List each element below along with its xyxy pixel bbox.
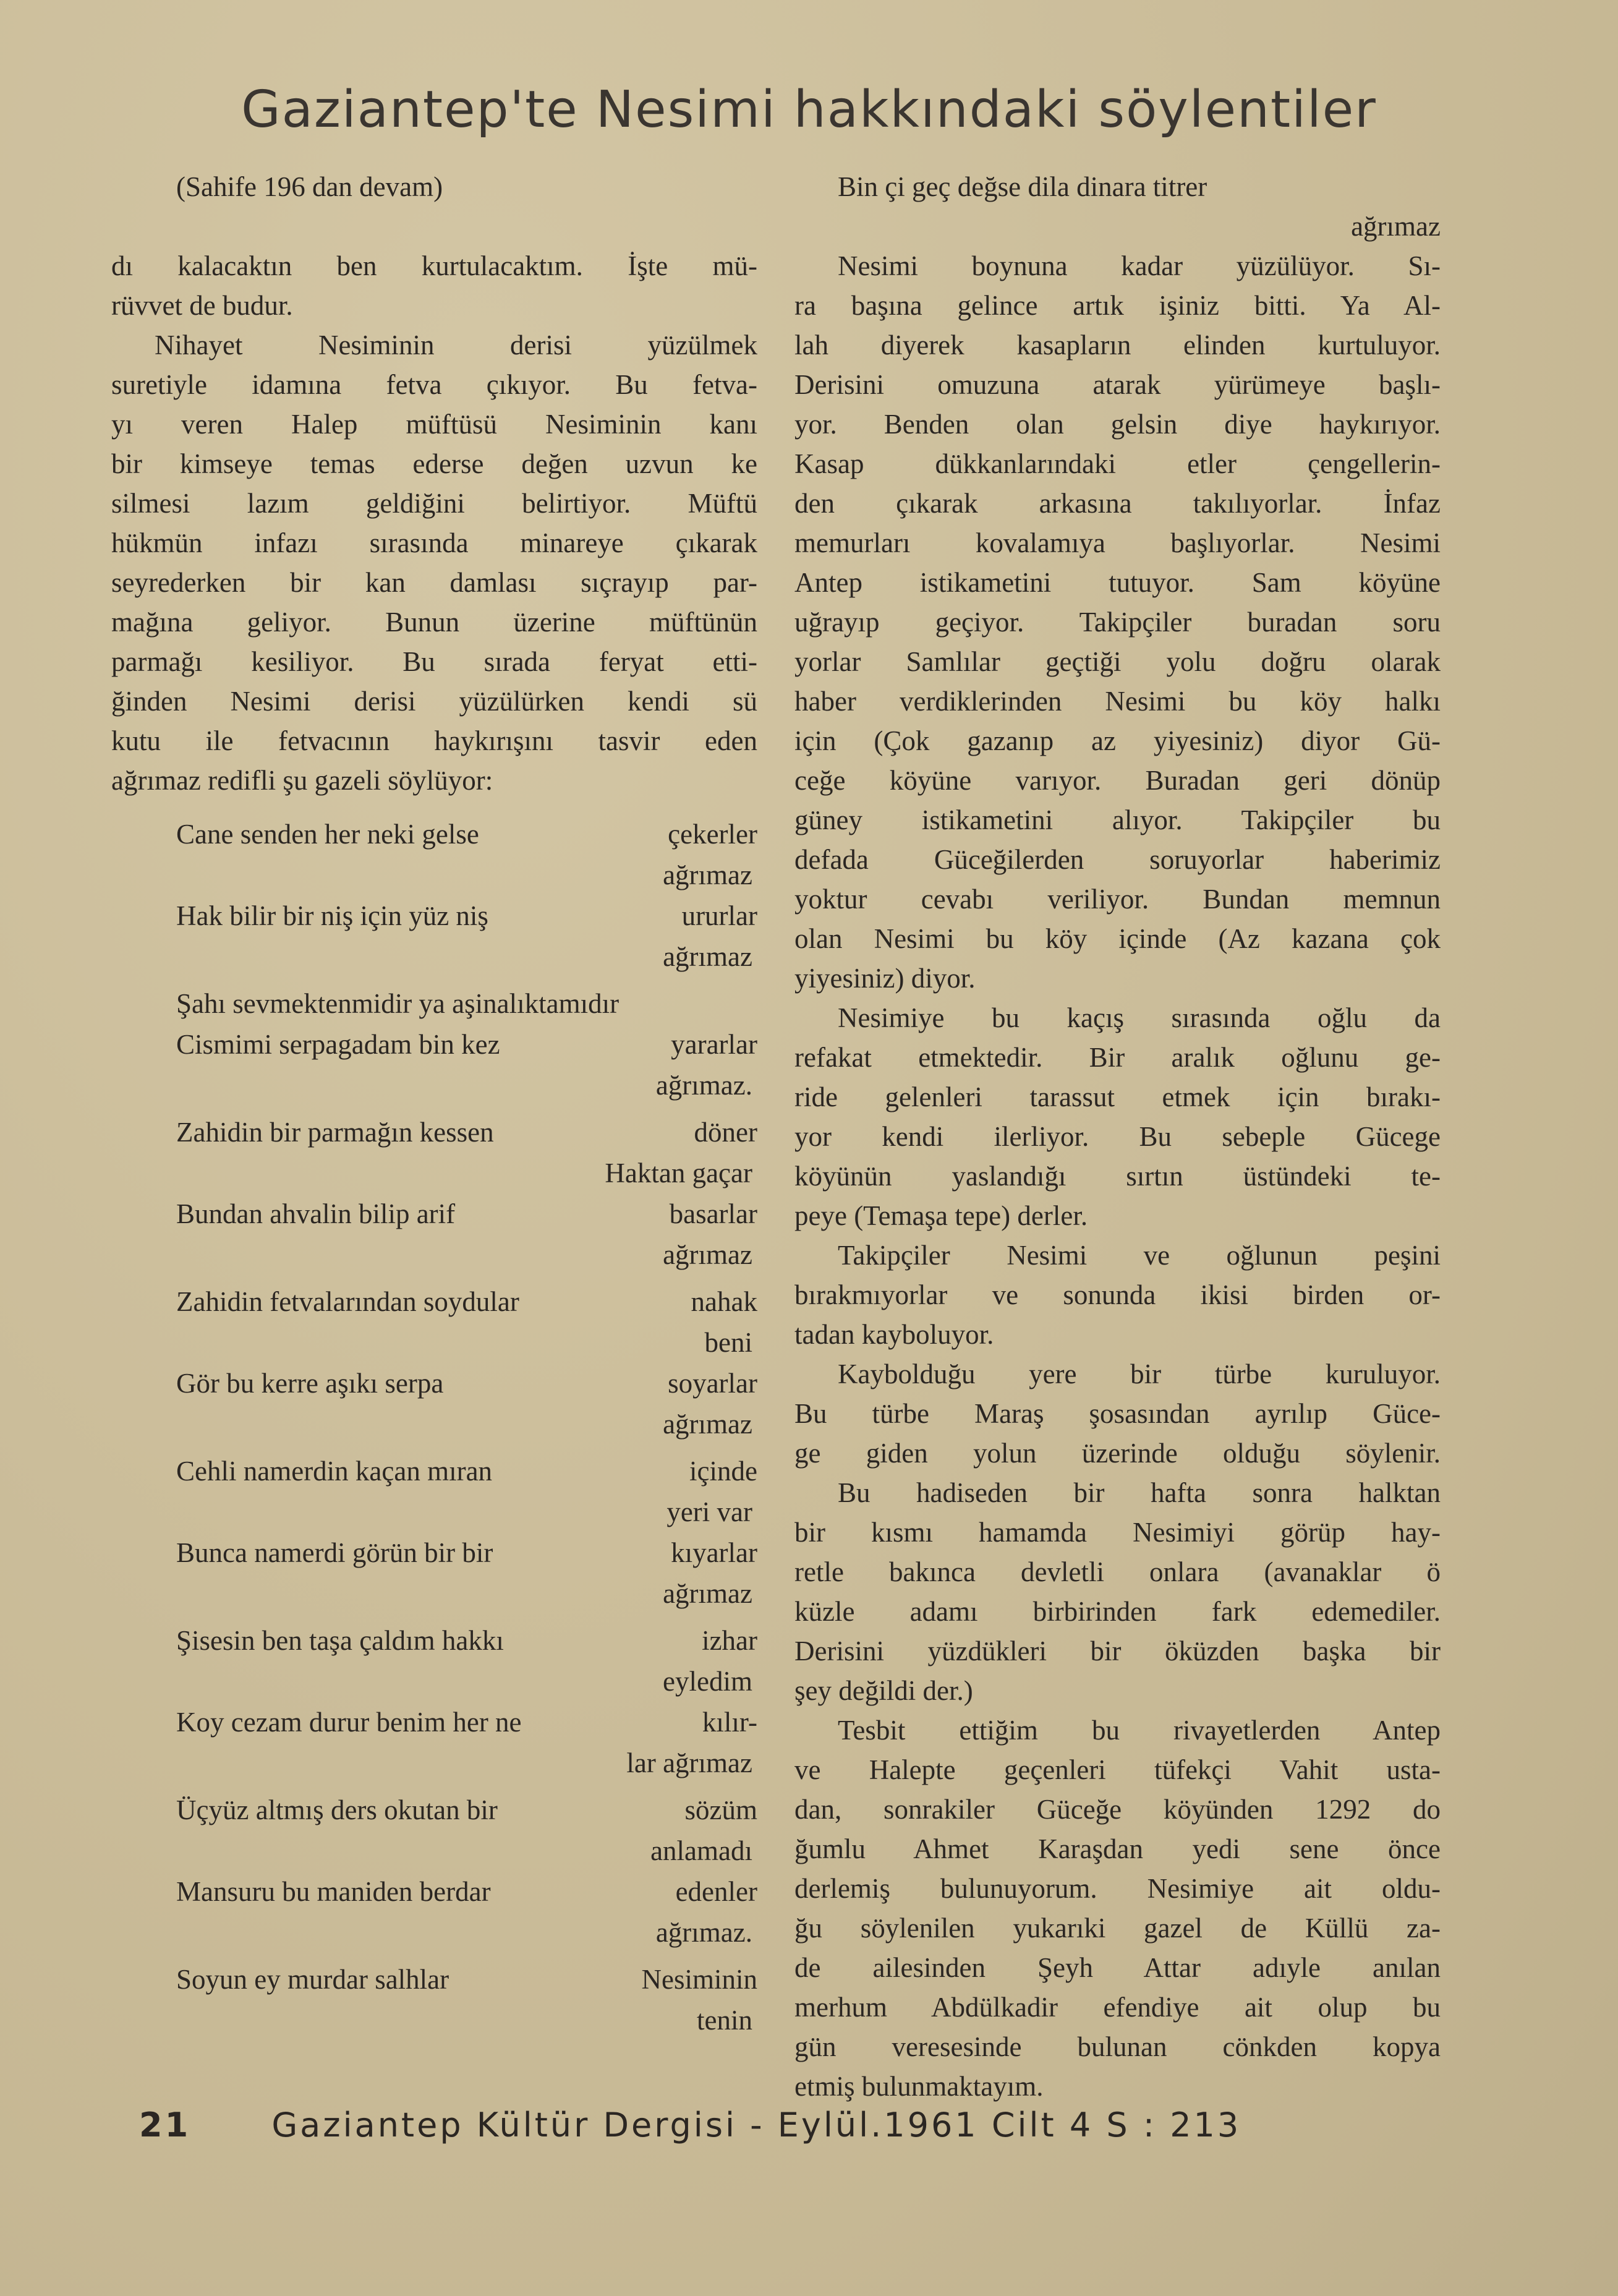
prose-line: ğinden Nesimi derisi yüzülürken kendi sü — [111, 686, 757, 717]
verse-end: edenler — [675, 1876, 757, 1907]
verse-continuation: beni — [704, 1327, 752, 1358]
prose-line: etmiş bulunmaktayım. — [794, 2071, 1044, 2102]
prose-line: Antep istikametini tutuyor. Sam köyüne — [794, 567, 1441, 598]
verse-line — [111, 1702, 757, 1743]
prose-line: Tesbit ettiğim bu rivayetlerden Antep — [838, 1715, 1441, 1746]
verse-line — [111, 1620, 757, 1661]
verse-end: sözüm — [684, 1795, 757, 1825]
prose-line: mağına geliyor. Bunun üzerine müftünün — [111, 607, 757, 638]
verse-end: kıyarlar — [671, 1537, 757, 1568]
verse-line — [111, 1024, 757, 1065]
prose-line: Bu hadiseden bir hafta sonra halktan — [838, 1477, 1441, 1508]
verse-continuation: Haktan gaçar — [605, 1158, 752, 1189]
prose-line: dan, sonrakiler Güceğe köyünden 1292 do — [794, 1794, 1441, 1825]
verse-line — [111, 814, 757, 855]
verse-end: Nesiminin — [641, 1964, 757, 1995]
prose-line — [111, 207, 757, 246]
verse-continuation: anlamadı — [650, 1835, 752, 1866]
verse-end: çekerler — [668, 819, 757, 850]
prose-line: suretiyle idamına fetva çıkıyor. Bu fetva- — [111, 369, 757, 400]
verse-text: Soyun ey murdar salhlar — [176, 1964, 449, 1995]
prose-line: ağrımaz — [1351, 211, 1441, 242]
verse-continuation: ağrımaz — [663, 1409, 752, 1440]
verse-text: Zahidin bir parmağın kessen — [176, 1117, 494, 1148]
prose-line: şey değildi der.) — [794, 1675, 973, 1706]
verse-line — [111, 1959, 757, 2000]
verse-text: Zahidin fetvalarından soydular — [176, 1286, 519, 1317]
prose-line: (Sahife 196 dan devam) — [176, 171, 443, 202]
verse-continuation: ağrımaz — [663, 860, 752, 890]
journal-info: Gaziantep Kültür Dergisi - Eylül.1961 Cilt 4 S : 213 — [271, 2106, 1241, 2144]
verse-line — [111, 983, 757, 1024]
prose-line: yor kendi ilerliyor. Bu sebeple Gücege — [794, 1121, 1441, 1152]
prose-line: retle bakınca devletli onlara (avanaklar ö — [794, 1556, 1441, 1587]
page-number: 21 — [139, 2106, 191, 2144]
verse-text: Gör bu kerre aşıkı serpa — [176, 1368, 444, 1399]
verse-continuation: eyledim — [663, 1666, 752, 1697]
prose-line: Kasap dükkanlarındaki etler çengellerin- — [794, 448, 1441, 479]
verse-end: soyarlar — [668, 1368, 757, 1399]
verse-continuation: tenin — [697, 2005, 752, 2036]
verse-end: basarlar — [669, 1198, 757, 1229]
prose-line: Derisini yüzdükleri bir öküzden başka bir — [794, 1636, 1441, 1667]
prose-line: dı kalacaktın ben kurtulacaktım. İşte mü- — [111, 250, 757, 281]
prose-line: Bu türbe Maraş şosasından ayrılıp Güce- — [794, 1398, 1441, 1429]
prose-line: tadan kayboluyor. — [794, 1319, 994, 1350]
prose-line: rüvvet de budur. — [111, 290, 293, 321]
prose-line: Kaybolduğu yere bir türbe kuruluyor. — [838, 1359, 1441, 1389]
prose-line: güney istikametini alıyor. Takipçiler bu — [794, 804, 1441, 835]
verse-text: Bundan ahvalin bilip arif — [176, 1198, 456, 1229]
prose-line: peye (Temaşa tepe) derler. — [794, 1200, 1088, 1231]
prose-line: seyrederken bir kan damlası sıçrayıp par- — [111, 567, 757, 598]
verse-line — [111, 1281, 757, 1322]
prose-line: ra başına gelince artık işiniz bitti. Ya Al- — [794, 290, 1441, 321]
prose-line: ride gelenleri tarassut etmek için bırakı- — [794, 1082, 1441, 1112]
prose-line: küzle adamı birbirinden fark edemediler. — [794, 1596, 1441, 1627]
verse-end: içinde — [689, 1456, 757, 1487]
prose-line: uğrayıp geçiyor. Takipçiler buradan soru — [794, 607, 1441, 638]
verse-line — [111, 1871, 757, 1912]
verse-line — [111, 895, 757, 936]
prose-line: yorlar Samlılar geçtiği yolu doğru olarak — [794, 646, 1441, 677]
prose-line: hükmün infazı sırasında minareye çıkarak — [111, 527, 757, 558]
verse-line — [111, 1363, 757, 1404]
prose-line: Takipçiler Nesimi ve oğlunun peşini — [838, 1240, 1441, 1271]
verse-text: Şahı sevmektenmidir ya aşinalıktamıdır — [176, 988, 620, 1019]
verse-text: Cismimi serpagadam bin kez — [176, 1029, 500, 1060]
prose-line: bırakmıyorlar ve sonunda ikisi birden or- — [794, 1279, 1441, 1310]
article-title: Gaziantep'te Nesimi hakkındaki söylentiler — [241, 80, 1377, 139]
prose-line: Nihayet Nesiminin derisi yüzülmek — [155, 330, 757, 361]
verse-text: Koy cezam durur benim her ne — [176, 1707, 522, 1738]
prose-line: den çıkarak arkasına takılıyorlar. İnfaz — [794, 488, 1441, 519]
prose-line: merhum Abdülkadir efendiye ait olup bu — [794, 1992, 1441, 2023]
verse-line — [111, 1112, 757, 1153]
prose-line: yor. Benden olan gelsin diye haykırıyor. — [794, 409, 1441, 440]
prose-line: yiyesiniz) diyor. — [794, 963, 976, 994]
verse-end: döner — [694, 1117, 757, 1148]
verse-text: Mansuru bu maniden berdar — [176, 1876, 491, 1907]
prose-line: köyünün yaslandığı sırtın üstündeki te- — [794, 1161, 1441, 1192]
verse-end: nahak — [691, 1286, 757, 1317]
prose-line: Nesimiye bu kaçış sırasında oğlu da — [838, 1002, 1441, 1033]
verse-end: kılır- — [702, 1707, 757, 1738]
verse-continuation: ağrımaz — [663, 1578, 752, 1609]
prose-line: ceğe köyüne varıyor. Buradan geri dönüp — [794, 765, 1441, 796]
verse-continuation: ağrımaz. — [655, 1070, 752, 1101]
prose-line: ğu söylenilen yukarıki gazel de Küllü za- — [794, 1913, 1441, 1944]
verse-text: Üçyüz altmış ders okutan bir — [176, 1795, 498, 1825]
prose-line: ve Halepte geçenleri tüfekçi Vahit usta- — [794, 1754, 1441, 1785]
prose-line: bir kısmı hamamda Nesimiyi görüp hay- — [794, 1517, 1441, 1548]
page-footer — [139, 2106, 1462, 2144]
prose-line: Bin çi geç değse dila dinara titrer — [838, 171, 1207, 202]
prose-line: ğumlu Ahmet Karaşdan yedi sene önce — [794, 1833, 1441, 1864]
prose-line: ge giden yolun üzerinde olduğu söylenir. — [794, 1438, 1441, 1469]
verse-end: ururlar — [681, 900, 757, 931]
verse-text: Bunca namerdi görün bir bir — [176, 1537, 493, 1568]
verse-continuation: ağrımaz. — [655, 1917, 752, 1948]
prose-line: Nesimi boynuna kadar yüzülüyor. Sı- — [838, 250, 1441, 281]
verse-continuation: yeri var — [666, 1496, 752, 1527]
verse-line — [111, 1532, 757, 1573]
verse-text: Cane senden her neki gelse — [176, 819, 479, 850]
prose-line: de ailesinden Şeyh Attar adıyle anılan — [794, 1952, 1441, 1983]
verse-continuation: ağrımaz — [663, 1239, 752, 1270]
prose-line: silmesi lazım geldiğini belirtiyor. Müftü — [111, 488, 757, 519]
prose-line: derlemiş bulunuyorum. Nesimiye ait oldu- — [794, 1873, 1441, 1904]
verse-continuation: lar ağrımaz — [626, 1748, 752, 1778]
prose-line: ağrımaz redifli şu gazeli söylüyor: — [111, 765, 493, 796]
verse-text: Şisesin ben taşa çaldım hakkı — [176, 1625, 504, 1656]
verse-line — [111, 1193, 757, 1234]
prose-line: kutu ile fetvacının haykırışını tasvir eden — [111, 725, 757, 756]
verse-end: yararlar — [671, 1029, 757, 1060]
prose-line: yı veren Halep müftüsü Nesiminin kanı — [111, 409, 757, 440]
right-column — [794, 167, 1441, 2106]
prose-line: gün veresesinde bulunan cönkden kopya — [794, 2031, 1441, 2062]
prose-line: bir kimseye temas ederse değen uzvun ke — [111, 448, 757, 479]
prose-line: lah diyerek kasapların elinden kurtuluyor. — [794, 330, 1441, 361]
prose-line: haber verdiklerinden Nesimi bu köy halkı — [794, 686, 1441, 717]
prose-line: refakat etmektedir. Bir aralık oğlunu ge- — [794, 1042, 1441, 1073]
verse-text: Cehli namerdin kaçan mıran — [176, 1456, 493, 1487]
verse-line — [111, 1451, 757, 1492]
verse-end: izhar — [702, 1625, 757, 1656]
prose-line: defada Güceğilerden soruyorlar haberimiz — [794, 844, 1441, 875]
verse-continuation: ağrımaz — [663, 941, 752, 972]
verse-line — [111, 1790, 757, 1830]
prose-line: Derisini omuzuna atarak yürümeye başlı- — [794, 369, 1441, 400]
prose-line: yoktur cevabı veriliyor. Bundan memnun — [794, 884, 1441, 915]
verse-text: Hak bilir bir niş için yüz niş — [176, 900, 488, 931]
left-column — [111, 167, 757, 2041]
prose-line: parmağı kesiliyor. Bu sırada feryat etti- — [111, 646, 757, 677]
prose-line: olan Nesimi bu köy içinde (Az kazana çok — [794, 923, 1441, 954]
prose-line: memurları kovalamıya başlıyorlar. Nesimi — [794, 527, 1441, 558]
prose-line: için (Çok gazanıp az yiyesiniz) diyor Gü- — [794, 725, 1441, 756]
